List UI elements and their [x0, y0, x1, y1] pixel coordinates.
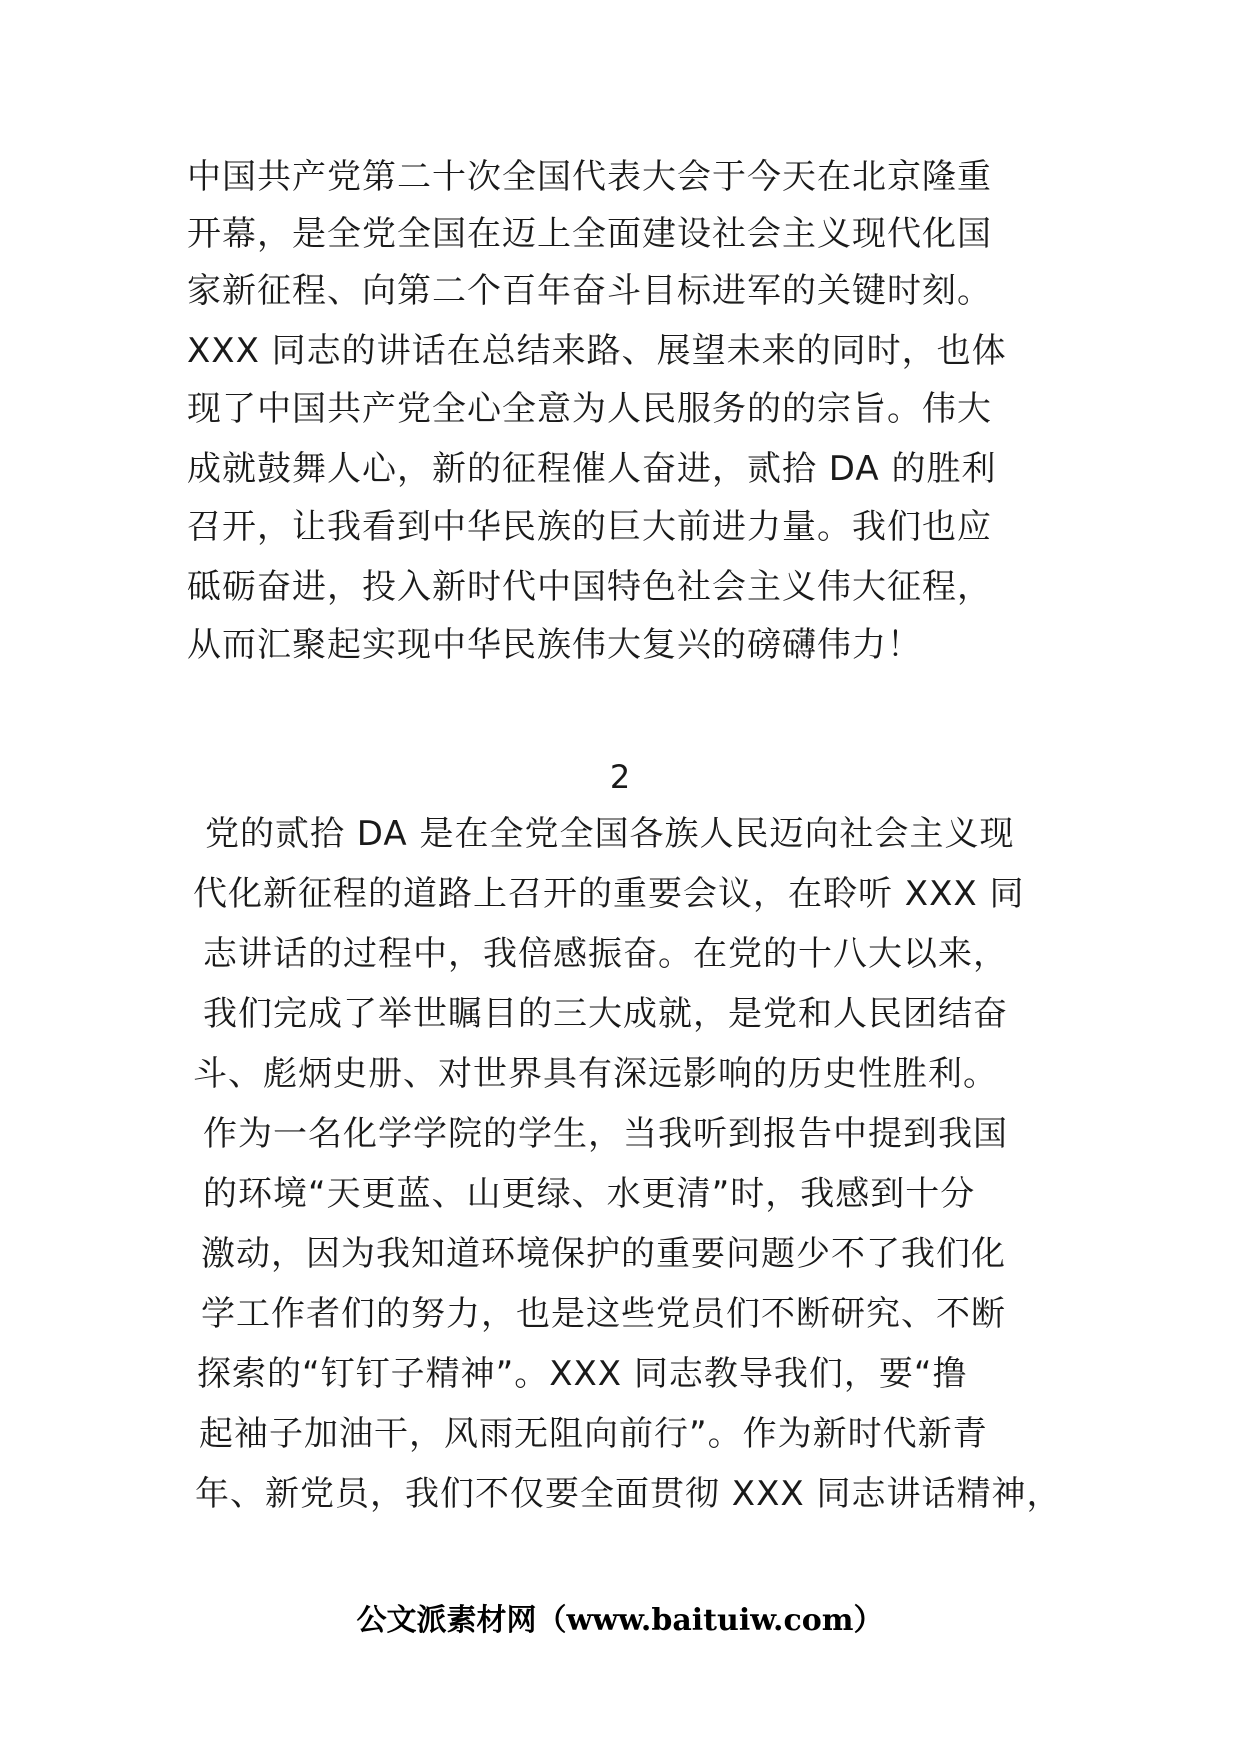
- paragraph-line: 的环境“天更蓝、山更绿、水更清”时，我感到十分: [203, 1174, 976, 1214]
- paragraph-line: 成就鼓舞人心，新的征程催人奋进，贰拾 DA 的胜利: [187, 449, 997, 489]
- paragraph-line: 代化新征程的道路上召开的重要会议，在聆听 XXX 同: [193, 874, 1025, 914]
- paragraph-line: 我们完成了举世瞩目的三大成就，是党和人民团结奋: [203, 994, 1008, 1034]
- paragraph-line: 探索的“钉钉子精神”。XXX 同志教导我们，要“撸: [197, 1354, 968, 1394]
- paragraph-line: 开幕，是全党全国在迈上全面建设社会主义现代化国: [187, 214, 992, 254]
- footer-watermark: 公文派素材网（www.baituiw.com）: [356, 1603, 884, 1638]
- paragraph-line: 中国共产党第二十次全国代表大会于今天在北京隆重: [187, 157, 992, 197]
- paragraph-line: 起袖子加油干，风雨无阻向前行”。作为新时代新青: [199, 1414, 988, 1454]
- paragraph-line: 砥砺奋进，投入新时代中国特色社会主义伟大征程，: [187, 567, 992, 607]
- paragraph-line: 年、新党员，我们不仅要全面贯彻 XXX 同志讲话精神，: [195, 1474, 1062, 1514]
- paragraph-line: 作为一名化学学院的学生，当我听到报告中提到我国: [203, 1114, 1008, 1154]
- paragraph-line: 志讲话的过程中，我倍感振奋。在党的十八大以来，: [203, 934, 1008, 974]
- paragraph-line: 从而汇聚起实现中华民族伟大复兴的磅礴伟力！: [187, 625, 922, 665]
- paragraph-line: 现了中国共产党全心全意为人民服务的的宗旨。伟大: [187, 389, 992, 429]
- paragraph-line: 学工作者们的努力，也是这些党员们不断研究、不断: [201, 1294, 1006, 1334]
- section-number: 2: [609, 758, 631, 796]
- paragraph-line: XXX 同志的讲话在总结来路、展望未来的同时，也体: [187, 331, 1007, 371]
- paragraph-line: 家新征程、向第二个百年奋斗目标进军的关键时刻。: [187, 271, 992, 311]
- paragraph-line: 激动，因为我知道环境保护的重要问题少不了我们化: [201, 1234, 1006, 1274]
- paragraph-line: 召开，让我看到中华民族的巨大前进力量。我们也应: [187, 507, 992, 547]
- paragraph-line: 斗、彪炳史册、对世界具有深远影响的历史性胜利。: [193, 1054, 998, 1094]
- paragraph-line: 党的贰拾 DA 是在全党全国各族人民迈向社会主义现: [205, 814, 1015, 854]
